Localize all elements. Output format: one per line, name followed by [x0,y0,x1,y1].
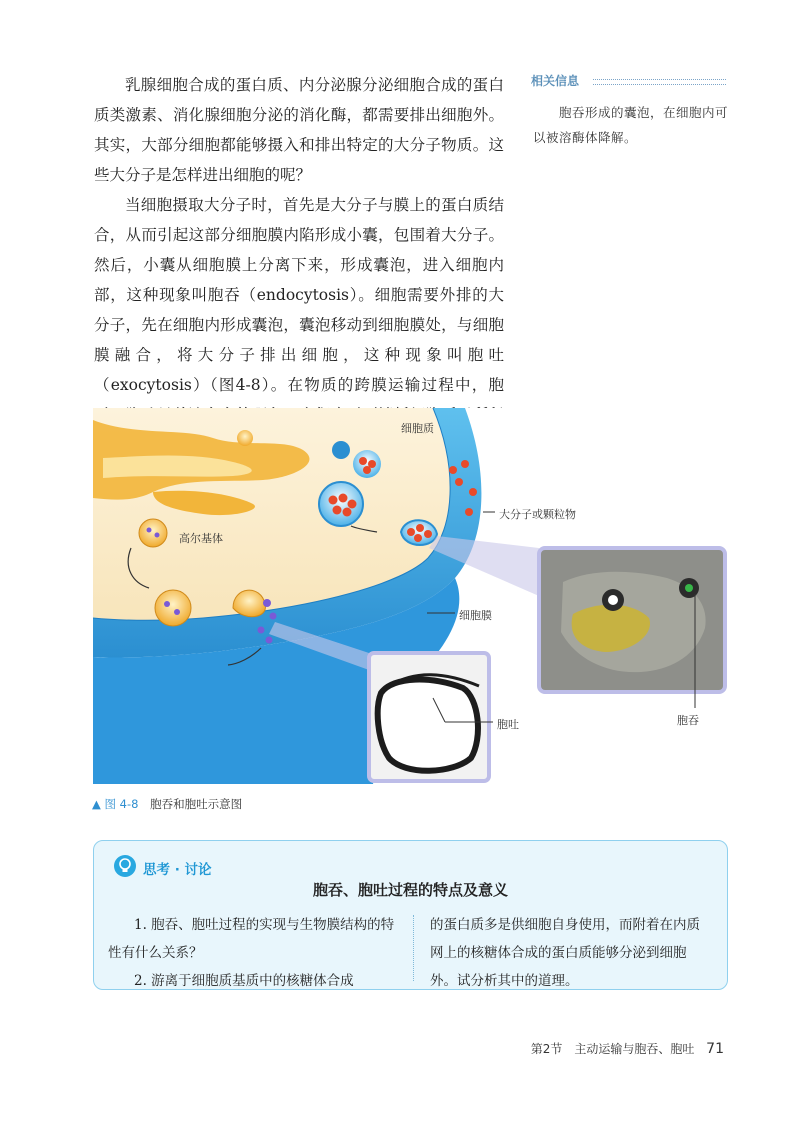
sidebar-rule-2 [593,84,726,85]
main-text [94,70,504,460]
figure-caption [92,796,242,812]
caption-number: 图 4-8 [104,797,139,811]
question-2: 2. 游离于细胞质基质中的核糖体合成 [134,973,354,989]
discussion-box [93,840,728,990]
endocytosis-exocytosis-figure [93,408,727,784]
page-footer [531,1040,724,1057]
label-membrane: 细胞膜 [459,609,492,622]
sidebar-title: 相关信息 [531,74,580,88]
question-1: 1. 胞吞、胞吐过程的实现与生物膜结构的特性有什么关系？ [108,917,395,961]
discussion-left-column [108,911,398,995]
lightbulb-icon [114,855,136,877]
discussion-title: 胞吞、胞吐过程的特点及意义 [312,881,508,899]
label-endocytosis: 胞吞 [677,714,699,727]
paragraph-1: 乳腺细胞合成的蛋白质、内分泌腺分泌细胞合成的蛋白质类激素、消化腺细胞分泌的消化酶，都需要排出细胞外。其实，大部分细胞都能够摄入和排出特定的大分子物质。这些大分子是怎样进出细胞的呢？ [94,76,504,184]
section-title: 第2节 主动运输与胞吞、胞吐 [530,1042,695,1056]
question-2-continued: 的蛋白质多是供细胞自身使用，而附着在内质网上的核糖体合成的蛋白质能够分泌到细胞外。试分析其中的道理。 [430,917,700,989]
label-exocytosis: 胞吐 [497,718,519,731]
label-cytoplasm: 细胞质 [401,422,434,435]
caption-text: 胞吞和胞吐示意图 [150,797,243,811]
paragraph-2: 当细胞摄取大分子时，首先是大分子与膜上的蛋白质结合，从而引起这部分细胞膜内陷形成小囊，包围着大分子。然后，小囊从细胞膜上分离下来，形成囊泡，进入细胞内部，这种现象叫胞吞（endocytosis）。细胞需要外排的大分子，先在细胞内形成囊泡，囊泡移动到细胞膜处，与细胞膜融合，将大分子排出细胞，这种现象叫胞吐（exocytosis）（图4-8）。在物质的跨膜运输过程中，胞 [94,196,504,394]
sidebar-rule [593,79,726,80]
caption-triangle-icon: ▲ [92,797,101,811]
sidebar-text: 胞吞形成的囊泡，在细胞内可以被溶酶体降解。 [533,105,729,145]
column-divider [413,915,414,981]
label-macromolecule: 大分子或颗粒物 [499,508,576,521]
cell-illustration [93,408,727,784]
label-golgi: 高尔基体 [179,532,223,545]
page-number: 71 [706,1041,724,1057]
discussion-badge: 思考 · 讨论 [143,862,212,878]
